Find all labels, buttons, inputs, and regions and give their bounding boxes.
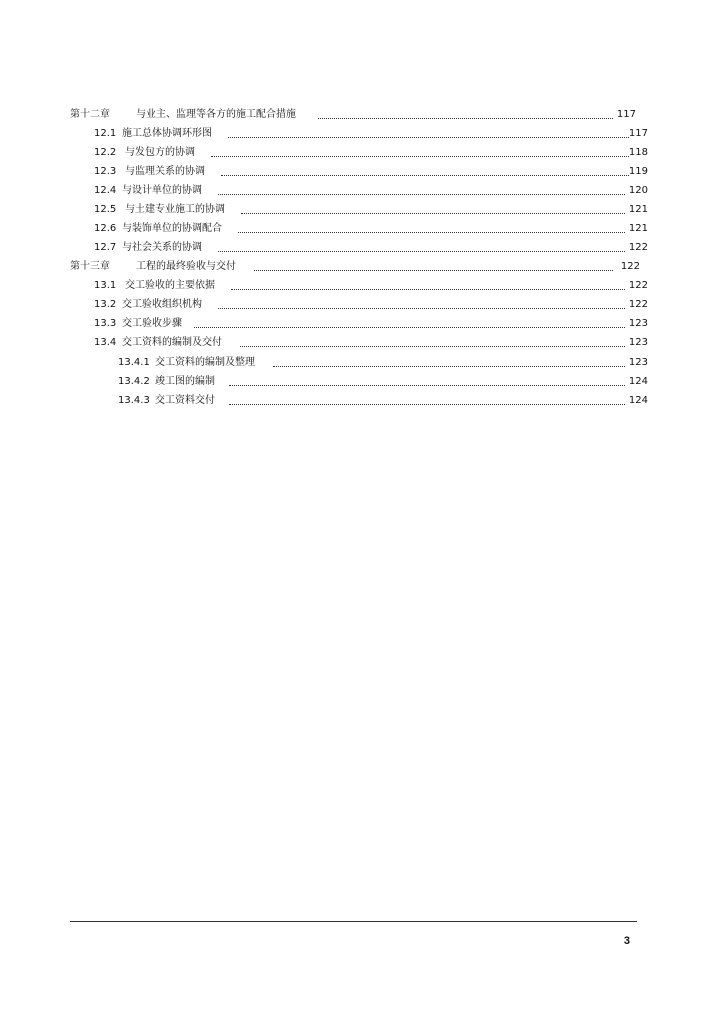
toc-entry-12-6[interactable]	[94, 219, 648, 238]
toc-leader-dots	[241, 213, 625, 214]
toc-entry-number: 13.4.3	[118, 395, 150, 406]
toc-entry-page: 123	[628, 357, 648, 368]
toc-entry-number: 12.2	[94, 147, 117, 158]
toc-entry-number: 第十二章	[70, 109, 110, 120]
toc-entry-title: 与土建专业施工的协调	[125, 204, 225, 215]
toc-leader-dots	[238, 232, 625, 233]
toc-entry-page: 118	[628, 147, 648, 158]
toc-entry-title: 与社会关系的协调	[122, 242, 202, 253]
toc-entry-number: 13.4.1	[118, 357, 150, 368]
toc-entry-title: 与监理关系的协调	[125, 166, 205, 177]
toc-entry-13-4-1[interactable]	[118, 353, 648, 372]
toc-entry-title: 交工资料交付	[155, 395, 215, 406]
toc-leader-dots	[240, 346, 625, 347]
toc-entry-12-4[interactable]	[94, 181, 648, 200]
toc-entry-13-4-2[interactable]	[118, 372, 648, 391]
toc-entry-page: 117	[616, 109, 636, 120]
toc-entry-title: 与设计单位的协调	[122, 185, 202, 196]
toc-leader-dots	[218, 308, 625, 309]
toc-entry-chapter-12[interactable]	[70, 105, 636, 124]
toc-leader-dots	[218, 251, 625, 252]
toc-entry-title: 交工验收步骤	[122, 318, 182, 329]
toc-entry-number: 13.4.2	[118, 376, 150, 387]
toc-entry-page: 122	[620, 261, 640, 272]
toc-entry-title: 竣工图的编制	[155, 376, 215, 387]
toc-entry-number: 12.1	[94, 128, 117, 139]
toc-entry-number: 13.4	[94, 337, 117, 348]
toc-entry-13-4-3[interactable]	[118, 391, 648, 410]
toc-entry-number: 第十三章	[70, 261, 110, 272]
toc-entry-page: 119	[628, 166, 648, 177]
toc-entry-12-5[interactable]	[94, 200, 648, 219]
toc-leader-dots	[318, 118, 613, 119]
toc-entry-page: 124	[628, 376, 648, 387]
toc-entry-page: 121	[628, 204, 648, 215]
toc-entry-page: 123	[628, 318, 648, 329]
toc-entry-page: 120	[628, 185, 648, 196]
toc-entry-page: 117	[628, 128, 648, 139]
toc-leader-dots	[273, 366, 625, 367]
toc-leader-dots	[194, 327, 625, 328]
toc-entry-number: 12.4	[94, 185, 117, 196]
toc-entry-title: 交工资料的编制及整理	[155, 357, 255, 368]
toc-entry-13-1[interactable]	[94, 276, 648, 295]
toc-entry-title: 交工资料的编制及交付	[122, 337, 222, 348]
toc-leader-dots	[229, 404, 625, 405]
toc-entry-title: 交工验收的主要依据	[125, 280, 215, 291]
toc-entry-number: 13.3	[94, 318, 117, 329]
toc-entry-page: 121	[628, 223, 648, 234]
toc-leader-dots	[254, 270, 613, 271]
toc-entry-page: 123	[628, 337, 648, 348]
page-number: 3	[623, 935, 630, 947]
toc-leader-dots	[218, 194, 625, 195]
toc-entry-12-7[interactable]	[94, 238, 648, 257]
toc-leader-dots	[229, 385, 625, 386]
toc-entry-title: 与装饰单位的协调配合	[122, 223, 222, 234]
toc-entry-13-3[interactable]	[94, 314, 648, 333]
toc-entry-title: 与发包方的协调	[125, 147, 195, 158]
toc-entry-number: 13.1	[94, 280, 117, 291]
toc-entry-title: 工程的最终验收与交付	[136, 261, 236, 272]
toc-entry-page: 124	[628, 395, 648, 406]
toc-entry-12-1[interactable]	[94, 124, 648, 143]
toc-entry-13-4[interactable]	[94, 333, 648, 352]
toc-entry-12-2[interactable]	[94, 143, 648, 162]
toc-leader-dots	[221, 175, 629, 176]
toc-entry-chapter-13[interactable]	[70, 257, 640, 276]
toc-entry-title: 施工总体协调环形图	[122, 128, 212, 139]
toc-entry-page: 122	[628, 280, 648, 291]
toc-entry-page: 122	[628, 242, 648, 253]
toc-entry-number: 12.6	[94, 223, 117, 234]
toc-entry-13-2[interactable]	[94, 295, 648, 314]
footer-divider	[70, 921, 637, 922]
toc-leader-dots	[211, 156, 629, 157]
toc-entry-page: 122	[628, 299, 648, 310]
toc-leader-dots	[228, 137, 629, 138]
toc-entry-number: 13.2	[94, 299, 117, 310]
toc-entry-title: 交工验收组织机构	[122, 299, 202, 310]
toc-entry-number: 12.5	[94, 204, 117, 215]
toc-entry-12-3[interactable]	[94, 162, 648, 181]
toc-leader-dots	[231, 289, 625, 290]
toc-entry-number: 12.3	[94, 166, 117, 177]
toc-entry-title: 与业主、监理等各方的施工配合措施	[136, 109, 296, 120]
toc-entry-number: 12.7	[94, 242, 117, 253]
